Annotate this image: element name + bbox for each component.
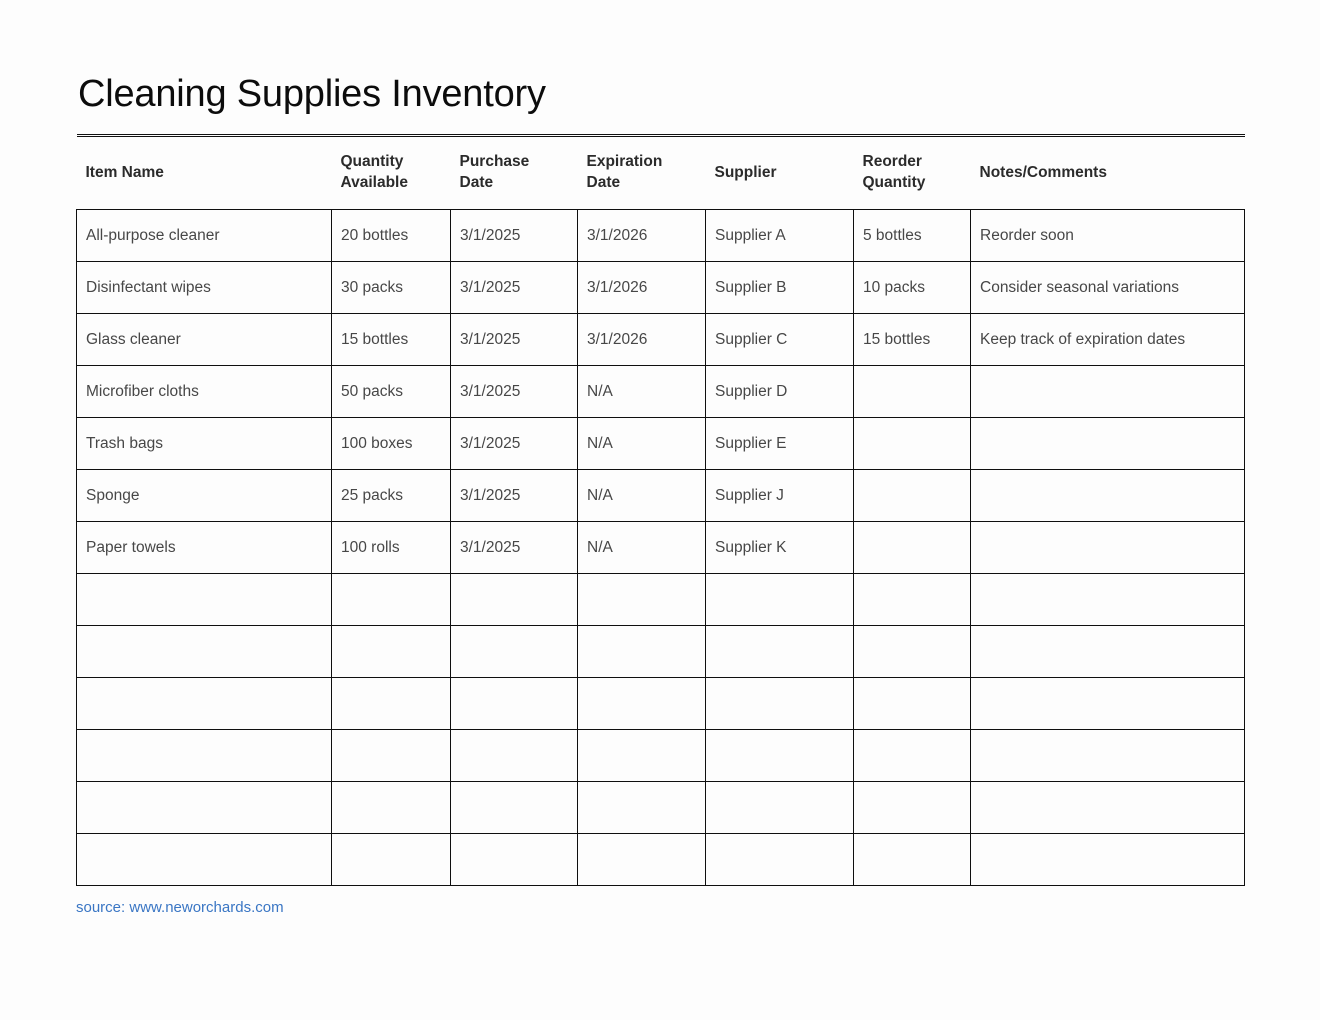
- table-row: [77, 365, 1245, 417]
- cell-purchase[interactable]: 3/1/2025: [451, 261, 578, 313]
- table-row: [77, 261, 1245, 313]
- cell-purchase[interactable]: 3/1/2025: [451, 209, 578, 261]
- cell-notes[interactable]: Keep track of expiration dates: [971, 313, 1245, 365]
- column-header-reorder: [854, 137, 971, 210]
- cell-purchase[interactable]: 3/1/2025: [451, 417, 578, 469]
- cell-supplier[interactable]: [706, 677, 854, 729]
- cell-quantity[interactable]: [332, 625, 451, 677]
- cell-notes[interactable]: [971, 625, 1245, 677]
- cell-expiration[interactable]: [578, 573, 706, 625]
- cell-quantity[interactable]: 50 packs: [332, 365, 451, 417]
- cell-notes[interactable]: [971, 729, 1245, 781]
- cell-reorder[interactable]: [854, 521, 971, 573]
- cell-purchase[interactable]: [451, 729, 578, 781]
- cell-quantity[interactable]: [332, 677, 451, 729]
- cell-expiration[interactable]: N/A: [578, 469, 706, 521]
- cell-reorder[interactable]: 10 packs: [854, 261, 971, 313]
- cell-notes[interactable]: [971, 573, 1245, 625]
- cell-reorder[interactable]: 15 bottles: [854, 313, 971, 365]
- cell-reorder[interactable]: [854, 573, 971, 625]
- inventory-document: [76, 74, 1244, 917]
- cell-item_name[interactable]: [77, 625, 332, 677]
- cell-quantity[interactable]: [332, 833, 451, 885]
- table-row: [77, 209, 1245, 261]
- column-header-label: Notes/Comments: [979, 163, 1107, 181]
- column-header-label-2: Quantity: [862, 173, 926, 191]
- column-header-notes: [971, 137, 1245, 210]
- cell-quantity[interactable]: [332, 781, 451, 833]
- cell-purchase[interactable]: 3/1/2025: [451, 469, 578, 521]
- cell-expiration[interactable]: 3/1/2026: [578, 209, 706, 261]
- table-header-row: [77, 137, 1245, 210]
- cell-item_name[interactable]: [77, 781, 332, 833]
- cell-quantity[interactable]: 20 bottles: [332, 209, 451, 261]
- column-header-label: Item Name: [85, 163, 164, 181]
- cell-expiration[interactable]: N/A: [578, 417, 706, 469]
- cell-quantity[interactable]: 100 boxes: [332, 417, 451, 469]
- cell-reorder[interactable]: [854, 625, 971, 677]
- cell-item_name[interactable]: All-purpose cleaner: [77, 209, 332, 261]
- cell-purchase[interactable]: 3/1/2025: [451, 365, 578, 417]
- cell-notes[interactable]: [971, 417, 1245, 469]
- column-header-quantity: [332, 137, 451, 210]
- cell-supplier[interactable]: Supplier B: [706, 261, 854, 313]
- cell-quantity[interactable]: 15 bottles: [332, 313, 451, 365]
- cell-expiration[interactable]: N/A: [578, 521, 706, 573]
- column-header-label: Supplier: [714, 163, 777, 181]
- cell-purchase[interactable]: [451, 677, 578, 729]
- cell-reorder[interactable]: [854, 417, 971, 469]
- cell-reorder[interactable]: [854, 781, 971, 833]
- cell-supplier[interactable]: Supplier K: [706, 521, 854, 573]
- cell-expiration[interactable]: N/A: [578, 365, 706, 417]
- table-row: [77, 313, 1245, 365]
- cell-expiration[interactable]: [578, 729, 706, 781]
- inventory-table: [76, 134, 1245, 886]
- cell-expiration[interactable]: [578, 625, 706, 677]
- cell-quantity[interactable]: [332, 729, 451, 781]
- page-title: Cleaning Supplies Inventory: [78, 73, 546, 115]
- table-row: [77, 521, 1245, 573]
- column-header-label: Reorder: [862, 153, 922, 171]
- cell-reorder[interactable]: [854, 833, 971, 885]
- cell-item_name[interactable]: [77, 677, 332, 729]
- cell-supplier[interactable]: Supplier A: [706, 209, 854, 261]
- cell-item_name[interactable]: Sponge: [77, 469, 332, 521]
- column-header-item_name: [77, 137, 332, 210]
- cell-supplier[interactable]: Supplier E: [706, 417, 854, 469]
- cell-supplier[interactable]: [706, 625, 854, 677]
- cell-item_name[interactable]: Glass cleaner: [77, 313, 332, 365]
- cell-item_name[interactable]: [77, 729, 332, 781]
- cell-purchase[interactable]: [451, 781, 578, 833]
- column-header-label-2: Date: [586, 173, 621, 191]
- cell-reorder[interactable]: [854, 729, 971, 781]
- cell-purchase[interactable]: 3/1/2025: [451, 521, 578, 573]
- column-header-label-2: Date: [459, 173, 494, 191]
- cell-expiration[interactable]: [578, 781, 706, 833]
- table-row: [77, 729, 1245, 781]
- cell-item_name[interactable]: Trash bags: [77, 417, 332, 469]
- cell-item_name[interactable]: [77, 573, 332, 625]
- cell-purchase[interactable]: 3/1/2025: [451, 313, 578, 365]
- cell-supplier[interactable]: [706, 781, 854, 833]
- cell-purchase[interactable]: [451, 625, 578, 677]
- table-row: [77, 625, 1245, 677]
- cell-reorder[interactable]: 5 bottles: [854, 209, 971, 261]
- cell-reorder[interactable]: [854, 469, 971, 521]
- cell-notes[interactable]: [971, 365, 1245, 417]
- cell-expiration[interactable]: [578, 833, 706, 885]
- cell-purchase[interactable]: [451, 833, 578, 885]
- cell-reorder[interactable]: [854, 677, 971, 729]
- cell-supplier[interactable]: [706, 833, 854, 885]
- column-header-label: Quantity: [340, 153, 404, 171]
- cell-notes[interactable]: [971, 833, 1245, 885]
- cell-quantity[interactable]: [332, 573, 451, 625]
- cell-supplier[interactable]: Supplier D: [706, 365, 854, 417]
- cell-item_name[interactable]: Disinfectant wipes: [77, 261, 332, 313]
- cell-quantity[interactable]: 25 packs: [332, 469, 451, 521]
- cell-expiration[interactable]: [578, 677, 706, 729]
- cell-supplier[interactable]: Supplier C: [706, 313, 854, 365]
- column-header-supplier: [706, 137, 854, 210]
- cell-supplier[interactable]: [706, 573, 854, 625]
- cell-quantity[interactable]: 30 packs: [332, 261, 451, 313]
- column-header-expiration: [578, 137, 706, 210]
- column-header-purchase: [451, 137, 578, 210]
- cell-notes[interactable]: [971, 781, 1245, 833]
- table-row: [77, 833, 1245, 885]
- column-header-label: Expiration: [586, 153, 663, 171]
- column-header-label-2: Available: [340, 173, 408, 191]
- table-row: [77, 677, 1245, 729]
- cell-item_name[interactable]: [77, 833, 332, 885]
- column-header-label: Purchase: [459, 153, 530, 171]
- table-row: [77, 417, 1245, 469]
- cell-notes[interactable]: Reorder soon: [971, 209, 1245, 261]
- cell-expiration[interactable]: 3/1/2026: [578, 261, 706, 313]
- cell-item_name[interactable]: Microfiber cloths: [77, 365, 332, 417]
- source-link[interactable]: source: www.neworchards.com: [76, 898, 284, 916]
- table-header: [77, 135, 1245, 209]
- cell-notes[interactable]: [971, 469, 1245, 521]
- table-row: [77, 573, 1245, 625]
- table-body: [77, 209, 1245, 885]
- cell-quantity[interactable]: 100 rolls: [332, 521, 451, 573]
- cell-notes[interactable]: [971, 521, 1245, 573]
- cell-expiration[interactable]: 3/1/2026: [578, 313, 706, 365]
- cell-supplier[interactable]: Supplier J: [706, 469, 854, 521]
- cell-purchase[interactable]: [451, 573, 578, 625]
- cell-notes[interactable]: Consider seasonal variations: [971, 261, 1245, 313]
- table-row: [77, 781, 1245, 833]
- table-row: [77, 469, 1245, 521]
- cell-reorder[interactable]: [854, 365, 971, 417]
- cell-supplier[interactable]: [706, 729, 854, 781]
- cell-item_name[interactable]: Paper towels: [77, 521, 332, 573]
- cell-notes[interactable]: [971, 677, 1245, 729]
